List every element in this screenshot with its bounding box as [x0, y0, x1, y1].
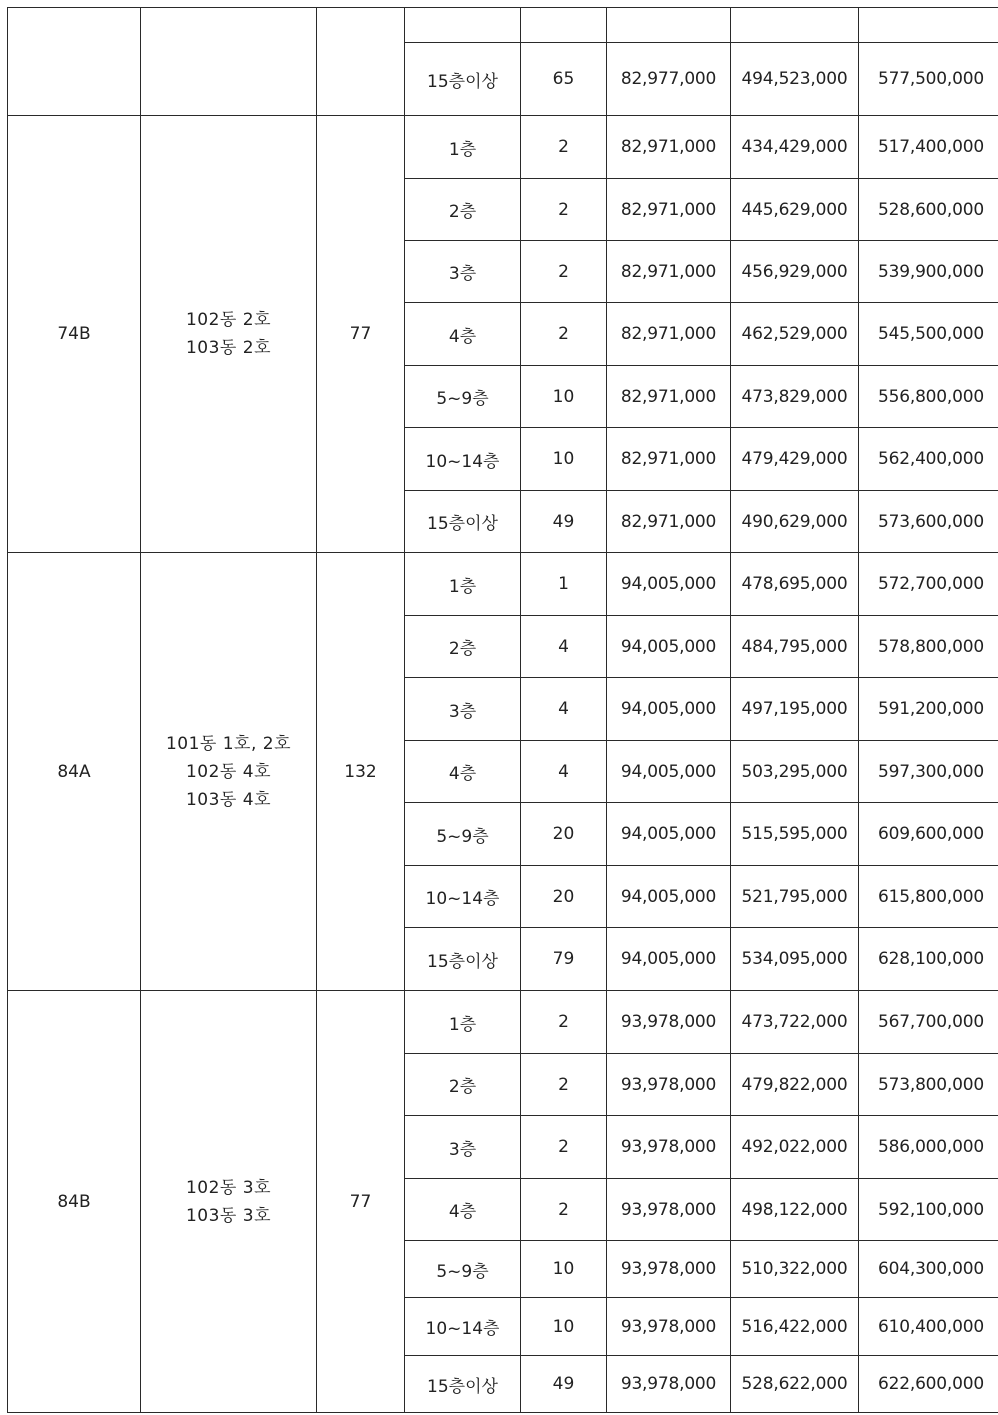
count-cell: 2 — [521, 179, 607, 241]
total-price-cell — [859, 8, 998, 43]
total-price-cell: 572,700,000 — [859, 553, 998, 616]
floor-cell: 3층 — [405, 241, 521, 303]
building-price-cell: 473,829,000 — [731, 366, 859, 428]
floor-cell — [405, 8, 521, 43]
table-row — [8, 553, 998, 616]
total-price-cell: 628,100,000 — [859, 928, 998, 991]
count-cell: 65 — [521, 43, 607, 116]
total-price-cell: 539,900,000 — [859, 241, 998, 303]
building-price-cell: 478,695,000 — [731, 553, 859, 616]
total-price-cell: 573,600,000 — [859, 491, 998, 553]
floor-cell: 15층이상 — [405, 1356, 521, 1413]
building-price-cell: 534,095,000 — [731, 928, 859, 991]
land-price-cell: 94,005,000 — [607, 616, 731, 678]
floor-cell: 3층 — [405, 1116, 521, 1179]
floor-cell: 15층이상 — [405, 491, 521, 553]
land-price-cell: 82,971,000 — [607, 491, 731, 553]
total-units-cell — [317, 8, 405, 116]
total-price-cell: 591,200,000 — [859, 678, 998, 741]
total-price-cell: 586,000,000 — [859, 1116, 998, 1179]
floor-cell: 5~9층 — [405, 803, 521, 866]
land-price-cell: 94,005,000 — [607, 803, 731, 866]
floor-cell: 4층 — [405, 741, 521, 803]
table-row — [8, 991, 998, 1054]
count-cell: 2 — [521, 1054, 607, 1116]
type-cell: 84A — [8, 553, 141, 991]
building-price-cell: 516,422,000 — [731, 1298, 859, 1356]
building-price-cell: 521,795,000 — [731, 866, 859, 928]
building-price-cell: 492,022,000 — [731, 1116, 859, 1179]
building-price-cell: 494,523,000 — [731, 43, 859, 116]
unit-line: 103동 3호 — [185, 1205, 271, 1226]
total-price-cell: 567,700,000 — [859, 991, 998, 1054]
table-row-partial-top — [8, 8, 998, 43]
floor-cell: 15층이상 — [405, 43, 521, 116]
floor-cell: 5~9층 — [405, 366, 521, 428]
land-price-cell: 93,978,000 — [607, 1054, 731, 1116]
count-cell: 79 — [521, 928, 607, 991]
units-cell — [141, 553, 317, 991]
floor-cell: 1층 — [405, 553, 521, 616]
floor-cell: 1층 — [405, 991, 521, 1054]
count-cell: 4 — [521, 616, 607, 678]
count-cell: 4 — [521, 741, 607, 803]
floor-cell: 3층 — [405, 678, 521, 741]
count-cell: 10 — [521, 366, 607, 428]
unit-line: 102동 4호 — [185, 761, 271, 782]
count-cell: 10 — [521, 428, 607, 491]
count-cell: 2 — [521, 991, 607, 1054]
building-price-cell: 510,322,000 — [731, 1241, 859, 1298]
building-price-cell: 434,429,000 — [731, 116, 859, 179]
count-cell: 10 — [521, 1298, 607, 1356]
count-cell: 2 — [521, 241, 607, 303]
total-price-cell: 604,300,000 — [859, 1241, 998, 1298]
land-price-cell: 82,971,000 — [607, 366, 731, 428]
land-price-cell: 94,005,000 — [607, 741, 731, 803]
count-cell: 1 — [521, 553, 607, 616]
building-price-cell: 484,795,000 — [731, 616, 859, 678]
total-price-cell: 545,500,000 — [859, 303, 998, 366]
table-row — [8, 116, 998, 179]
floor-cell: 10~14층 — [405, 866, 521, 928]
floor-cell: 2층 — [405, 616, 521, 678]
land-price-cell — [607, 8, 731, 43]
building-price-cell: 445,629,000 — [731, 179, 859, 241]
land-price-cell: 93,978,000 — [607, 1298, 731, 1356]
type-cell: 74B — [8, 116, 141, 553]
building-price-cell: 473,722,000 — [731, 991, 859, 1054]
building-price-cell: 490,629,000 — [731, 491, 859, 553]
total-price-cell: 597,300,000 — [859, 741, 998, 803]
units-cell — [141, 8, 317, 116]
count-cell — [521, 8, 607, 43]
building-price-cell: 497,195,000 — [731, 678, 859, 741]
floor-cell: 2층 — [405, 1054, 521, 1116]
table-body — [8, 8, 998, 1413]
floor-cell: 1층 — [405, 116, 521, 179]
count-cell: 20 — [521, 866, 607, 928]
building-price-cell: 479,822,000 — [731, 1054, 859, 1116]
building-price-cell — [731, 8, 859, 43]
type-cell: 84B — [8, 991, 141, 1413]
land-price-cell: 94,005,000 — [607, 553, 731, 616]
floor-cell: 15층이상 — [405, 928, 521, 991]
units-cell — [141, 116, 317, 553]
units-cell — [141, 991, 317, 1413]
total-price-cell: 528,600,000 — [859, 179, 998, 241]
land-price-cell: 82,971,000 — [607, 241, 731, 303]
total-price-cell: 517,400,000 — [859, 116, 998, 179]
total-units-cell: 77 — [317, 116, 405, 553]
total-units-cell: 132 — [317, 553, 405, 991]
total-price-cell: 592,100,000 — [859, 1179, 998, 1241]
land-price-cell: 93,978,000 — [607, 1356, 731, 1413]
count-cell: 4 — [521, 678, 607, 741]
total-price-cell: 577,500,000 — [859, 43, 998, 116]
total-price-cell: 622,600,000 — [859, 1356, 998, 1413]
count-cell: 2 — [521, 116, 607, 179]
count-cell: 10 — [521, 1241, 607, 1298]
floor-cell: 2층 — [405, 179, 521, 241]
land-price-cell: 93,978,000 — [607, 991, 731, 1054]
building-price-cell: 528,622,000 — [731, 1356, 859, 1413]
unit-line: 103동 4호 — [185, 789, 271, 810]
total-price-cell: 615,800,000 — [859, 866, 998, 928]
unit-line: 102동 2호 — [185, 310, 271, 330]
floor-cell: 10~14층 — [405, 1298, 521, 1356]
floor-cell: 4층 — [405, 1179, 521, 1241]
building-price-cell: 515,595,000 — [731, 803, 859, 866]
floor-cell: 4층 — [405, 303, 521, 366]
total-price-cell: 556,800,000 — [859, 366, 998, 428]
building-price-cell: 456,929,000 — [731, 241, 859, 303]
land-price-cell: 93,978,000 — [607, 1179, 731, 1241]
count-cell: 49 — [521, 491, 607, 553]
total-price-cell: 578,800,000 — [859, 616, 998, 678]
count-cell: 49 — [521, 1356, 607, 1413]
count-cell: 2 — [521, 303, 607, 366]
land-price-cell: 82,971,000 — [607, 116, 731, 179]
total-price-cell: 610,400,000 — [859, 1298, 998, 1356]
land-price-cell: 82,977,000 — [607, 43, 731, 116]
total-price-cell: 609,600,000 — [859, 803, 998, 866]
unit-line: 101동 1호, 2호 — [165, 733, 292, 754]
count-cell: 2 — [521, 1179, 607, 1241]
land-price-cell: 82,971,000 — [607, 303, 731, 366]
total-price-cell: 573,800,000 — [859, 1054, 998, 1116]
total-units-cell: 77 — [317, 991, 405, 1413]
building-price-cell: 479,429,000 — [731, 428, 859, 491]
land-price-cell: 93,978,000 — [607, 1116, 731, 1179]
count-cell: 2 — [521, 1116, 607, 1179]
floor-cell: 10~14층 — [405, 428, 521, 491]
unit-line: 103동 2호 — [185, 338, 271, 358]
count-cell: 20 — [521, 803, 607, 866]
land-price-cell: 82,971,000 — [607, 179, 731, 241]
land-price-cell: 93,978,000 — [607, 1241, 731, 1298]
floor-cell: 5~9층 — [405, 1241, 521, 1298]
building-price-cell: 503,295,000 — [731, 741, 859, 803]
type-cell — [8, 8, 141, 116]
land-price-cell: 82,971,000 — [607, 428, 731, 491]
land-price-cell: 94,005,000 — [607, 678, 731, 741]
unit-line: 102동 3호 — [185, 1177, 271, 1198]
land-price-cell: 94,005,000 — [607, 928, 731, 991]
land-price-cell: 94,005,000 — [607, 866, 731, 928]
building-price-cell: 462,529,000 — [731, 303, 859, 366]
building-price-cell: 498,122,000 — [731, 1179, 859, 1241]
price-table — [7, 7, 998, 1413]
total-price-cell: 562,400,000 — [859, 428, 998, 491]
